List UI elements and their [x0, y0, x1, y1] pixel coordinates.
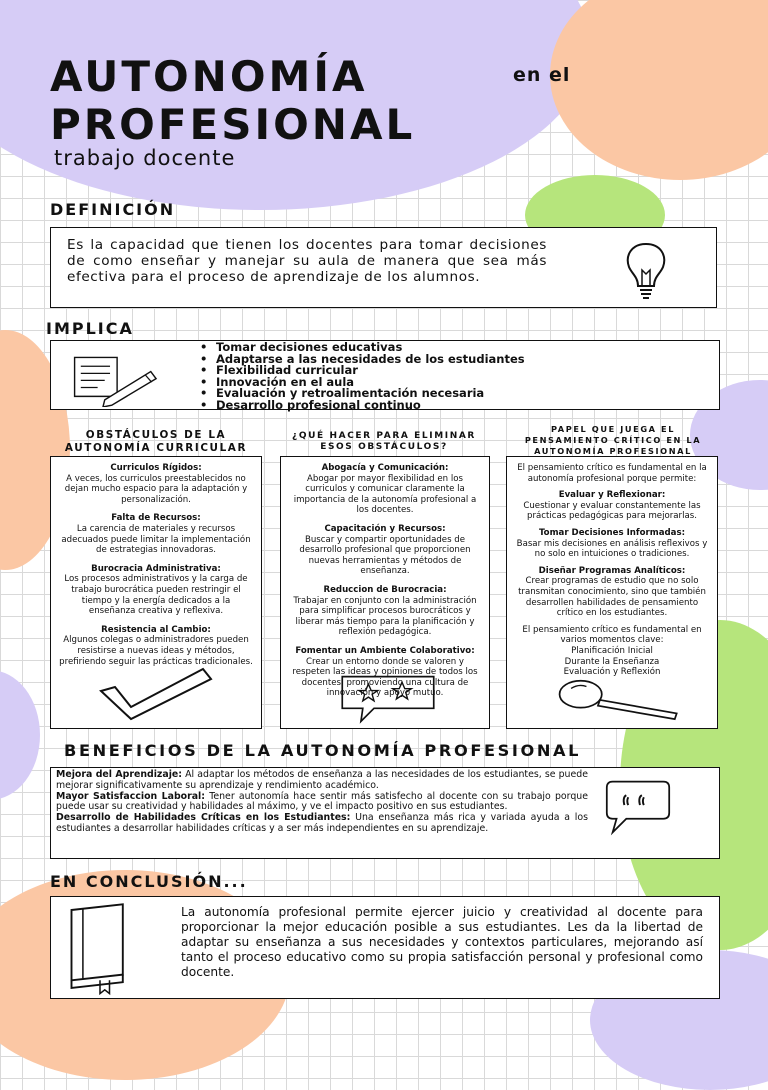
- momento-item: Planificación Inicial: [571, 645, 653, 656]
- implica-item: • Flexibilidad curricular: [216, 365, 768, 377]
- implica-item: • Adaptarse a las necesidades de los estudiantes: [216, 354, 768, 366]
- obstaculo-block: Resistencia al Cambio: Algunos colegas o administradores pueden resistirse a nuevas ideas y métodos, prefiriendo seguir las prácticas tradicionales.: [59, 624, 253, 667]
- column-heading-pensamiento: PAPEL QUE JUEGA EL PENSAMIENTO CRÍTICO EN LA AUTONOMÍA PROFESIONAL: [524, 424, 702, 456]
- speech-bubble-stars-icon: [333, 671, 443, 727]
- definicion-text: Es la capacidad que tienen los docentes para tomar decisiones de como enseñar y manejar su aula de manera que sea más efectiva para el proceso de aprendizaje de los alumnos.: [67, 237, 547, 285]
- obstaculo-block: Curriculos Rígidos: A veces, los curriculos preestablecidos no dejan mucho espacio para la adaptación y personalización.: [64, 463, 248, 505]
- conclusion-text: La autonomía profesional permite ejercer juicio y creatividad al docente para proporcionar la mejor educación posible a sus estudiantes. Les da la libertad de adaptar su enseñanza a sus necesidades y contextos particulares, mejorando así tanto el proceso educativo como su propia satisfacción personal y profesional como docente.: [181, 905, 703, 979]
- subtitle: trabajo docente: [54, 146, 236, 170]
- obstaculos-box: [50, 456, 262, 729]
- beneficio-item: Desarrollo de Habilidades Críticas en los Estudiantes: Una enseñanza más rica y variada ayuda a los estudiantes a desarrollar habilidades críticas y a ser más independientes en su aprendizaje.: [56, 812, 588, 834]
- implica-heading: IMPLICA: [46, 319, 134, 338]
- title-line-1: AUTONOMÍA: [50, 52, 368, 101]
- orange-blob-top-right: [550, 0, 768, 180]
- title-small: en el: [513, 64, 571, 86]
- pensamiento-block: El pensamiento crítico es fundamental en la autonomía profesional porque permite:: [517, 463, 707, 484]
- beneficios-heading: BENEFICIOS DE LA AUTONOMÍA PROFESIONAL: [64, 741, 582, 760]
- beneficio-item: Mejora del Aprendizaje: Al adaptar los métodos de enseñanza a las necesidades de los estudiantes, se puede mejorar significativamente su aprendizaje y rendimiento académico.: [56, 769, 588, 791]
- pensamiento-block: Tomar Decisiones Informadas: Basar mis decisiones en análisis reflexivos y no solo en intuiciones o tradiciones.: [516, 527, 708, 560]
- implica-item: • Tomar decisiones educativas: [216, 342, 768, 354]
- checkmark-icon: [93, 663, 223, 723]
- conclusion-heading: EN CONCLUSIÓN...: [50, 872, 248, 891]
- implica-item: • Desarrollo profesional continuo: [216, 400, 768, 412]
- pensamiento-box: [506, 456, 718, 729]
- book-icon: [62, 900, 138, 996]
- obstaculo-block: Falta de Recursos: La carencia de materiales y recursos adecuados puede limitar la implementación de estrategias innovadoras.: [61, 513, 251, 556]
- implica-list: [51, 342, 768, 412]
- obstaculo-block: Burocracia Administrativa: Los procesos administrativos y la carga de trabajo burocrática pueden restringir el tiempo y la energía dedicados a la enseñanza creativa y reflexiva.: [64, 563, 248, 617]
- implica-item: • Innovación en el aula: [216, 377, 768, 389]
- momento-item: Evaluación y Reflexión: [563, 667, 661, 678]
- conclusion-box: [50, 896, 720, 999]
- que-hacer-box: [280, 456, 490, 729]
- solucion-block: Abogacía y Comunicación: Abogar por mayor flexibilidad en los curriculos y comunicar claramente la importancia de la autonomía profesional a los docentes.: [293, 463, 477, 516]
- quote-bubble-icon: [599, 776, 677, 838]
- beneficio-item: Mayor Satisfaccion Laboral: Tener autonomía hace sentir más satisfecho al docente con su trabajo porque puede usar su creatividad y habilidades al máximo, y ve el impacto positivo en sus estudiantes.: [56, 790, 588, 813]
- solucion-block: Reduccion de Burocracia: Trabajar en conjunto con la administración para simplificar procesos burocráticos y liberar más tiempo para la planificación y reflexión pedagógica.: [293, 584, 477, 638]
- pensamiento-block: El pensamiento crítico es fundamental en varios momentos clave:: [522, 624, 702, 646]
- solucion-block: Capacitación y Recursos: Buscar y compartir oportunidades de desarrollo profesional que proporcionen nuevas herramientas y métodos de enseñanza.: [299, 523, 471, 577]
- implica-item: • Evaluación y retroalimentación necesaria: [216, 388, 768, 400]
- lavender-blob-left: [0, 670, 40, 800]
- implica-box: [50, 340, 720, 410]
- magnifying-glass-icon: [551, 675, 691, 723]
- definicion-box: [50, 227, 717, 308]
- title-line-2: PROFESIONAL: [50, 100, 416, 149]
- column-heading-obstaculos: OBSTÁCULOS DE LA AUTONOMÍA CURRICULAR: [64, 429, 248, 454]
- lightbulb-icon: [611, 234, 681, 304]
- column-heading-que-hacer: ¿QUÉ HACER PARA ELIMINAR ESOS OBSTÁCULOS?: [292, 431, 476, 452]
- momento-item: Durante la Enseñanza: [564, 656, 660, 667]
- pensamiento-block: Evaluar y Reflexionar: Cuestionar y evaluar constantemente las prácticas pedagógicas para mejorarlas.: [523, 490, 701, 522]
- solucion-block: Fomentar un Ambiente Colaborativo: Crear un entorno donde se valoren y respeten las ideas y opiniones de todos los docentes, promoviendo una cultura de innovación y apoyo mutuo.: [292, 645, 478, 699]
- pensamiento-block: Diseñar Programas Analíticos: Crear programas de estudio que no solo transmitan conocimiento, sino que también desarrollen habilidades de pensamiento crítico en los estudiantes.: [518, 565, 706, 619]
- beneficios-box: [50, 767, 720, 859]
- definicion-heading: DEFINICIÓN: [50, 200, 176, 219]
